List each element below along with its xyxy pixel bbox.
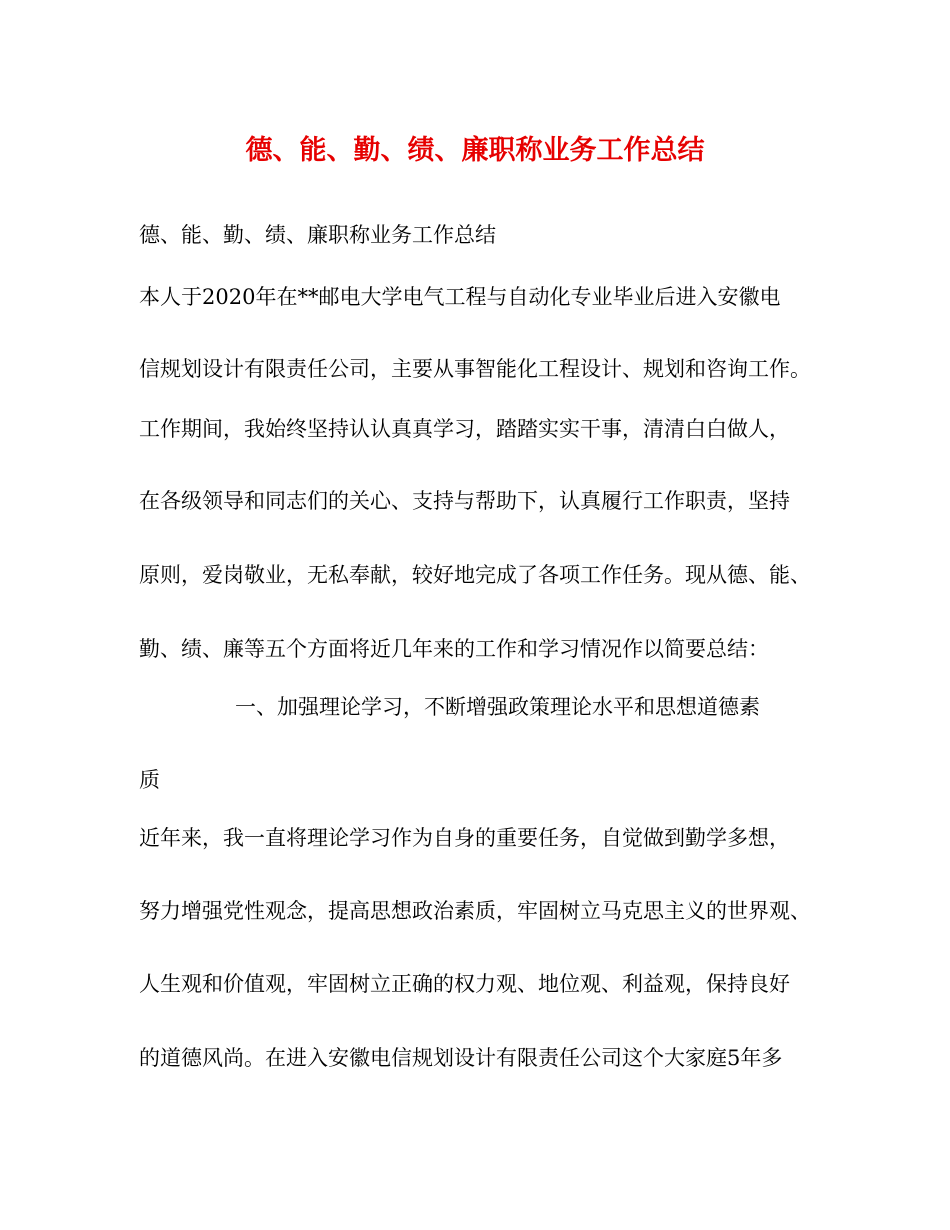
document-title: 德、能、勤、绩、廉职称业务工作总结 — [245, 135, 705, 166]
body-line-3: 工作期间，我始终坚持认认真真学习，踏踏实实干事，清清白白做人， — [139, 417, 790, 441]
body-line-9: 近年来，我一直将理论学习作为自身的重要任务，自觉做到勤学多想， — [139, 826, 790, 850]
body-line-5: 原则，爱岗敬业，无私奉献，较好地完成了各项工作任务。现从德、能、 — [139, 563, 811, 587]
body-line-12: 的道德风尚。在进入安徽电信规划设计有限责任公司这个大家庭5年多 — [139, 1046, 783, 1070]
body-line-2: 信规划设计有限责任公司，主要从事智能化工程设计、规划和咨询工作。 — [139, 357, 811, 381]
body-line-10: 努力增强党性观念，提高思想政治素质，牢固树立马克思主义的世界观、 — [139, 899, 811, 923]
body-line-6: 勤、绩、廉等五个方面将近几年来的工作和学习情况作以简要总结： — [139, 637, 769, 661]
body-line-4: 在各级领导和同志们的关心、支持与帮助下，认真履行工作职责，坚持 — [139, 489, 790, 513]
body-line-1: 本人于2020年在**邮电大学电气工程与自动化专业毕业后进入安徽电 — [139, 285, 781, 309]
body-line-11: 人生观和价值观，牢固树立正确的权力观、地位观、利益观，保持良好 — [139, 972, 790, 996]
subtitle-line: 德、能、勤、绩、廉职称业务工作总结 — [139, 223, 496, 247]
section-heading-1-cont: 质 — [139, 768, 160, 792]
section-heading-1: 一、加强理论学习，不断增强政策理论水平和思想道德素 — [235, 695, 760, 719]
